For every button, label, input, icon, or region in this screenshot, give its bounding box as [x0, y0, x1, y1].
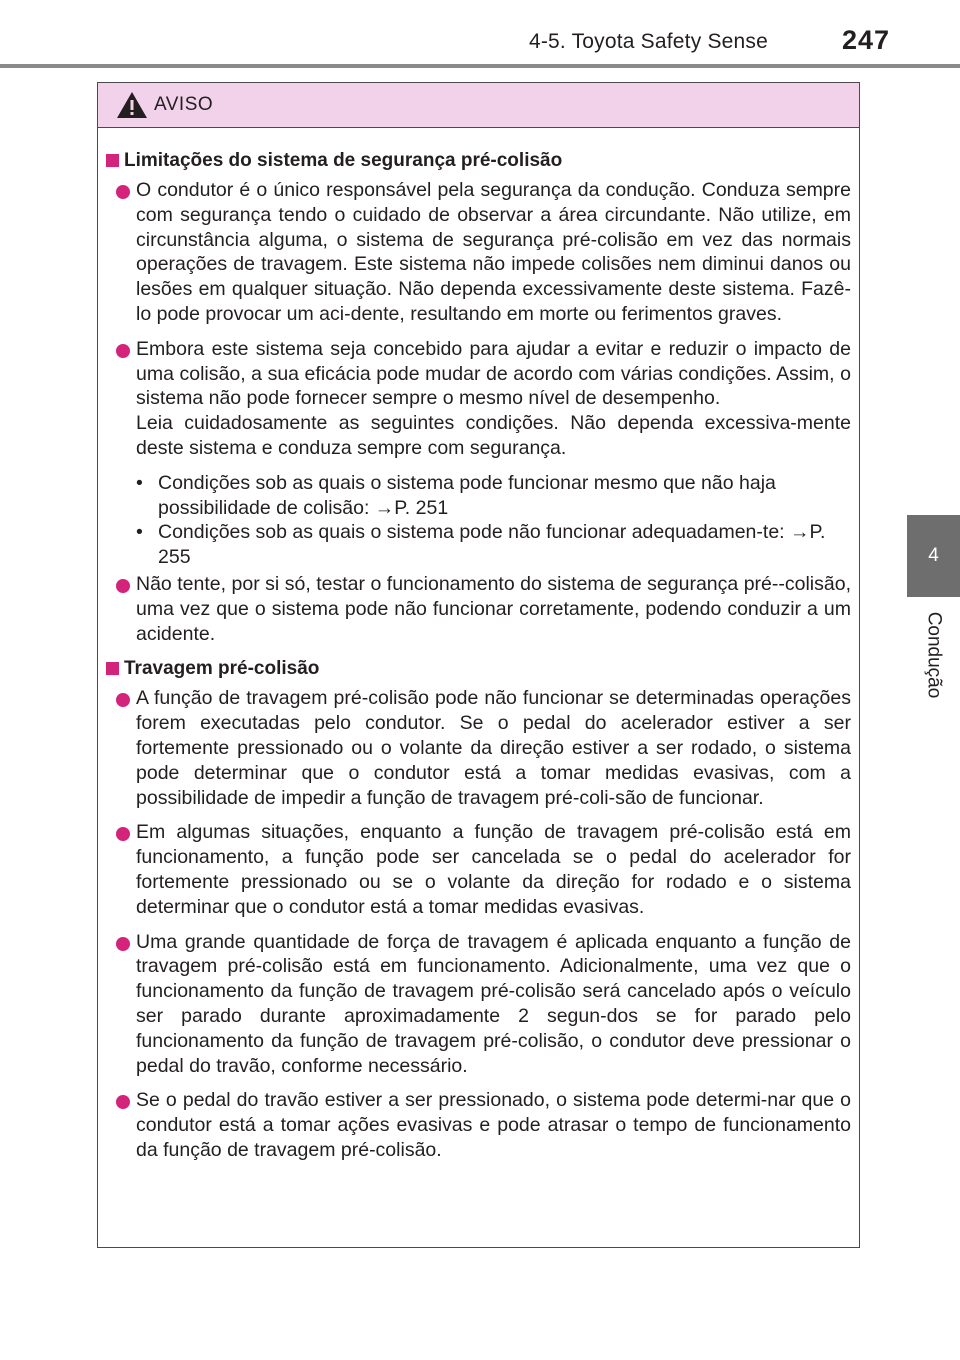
circle-bullet-icon — [116, 185, 130, 199]
warning-box — [97, 82, 860, 1248]
paragraph: Leia cuidadosamente as seguintes condições. Não dependa excessiva-mente deste sistema e conduza sempre com segurança. — [136, 412, 851, 459]
warning-header — [98, 83, 859, 128]
page-number: 247 — [841, 25, 890, 55]
list-item — [106, 1088, 851, 1162]
paragraph: A função de travagem pré-colisão pode não funcionar se determinadas operações forem executadas pelo condutor. Se o pedal do acelerador estiver a ser fortemente pressionado ou o volante da direção estiver a ser rodado, o sistema pode determinar que o condutor está a tomar medidas evasivas, com a possibilidade de impedir a função de travagem pré-coli-são de funcionar. — [136, 687, 851, 809]
warning-body — [98, 128, 859, 1163]
list-item — [106, 572, 851, 646]
section-heading — [106, 656, 851, 682]
list-item-text — [136, 686, 851, 810]
list-item-text — [136, 1088, 851, 1162]
list-item-text — [136, 820, 851, 919]
circle-bullet-icon — [116, 827, 130, 841]
circle-bullet-icon — [116, 1095, 130, 1109]
list-item — [106, 930, 851, 1079]
list-item — [106, 820, 851, 919]
circle-bullet-icon — [116, 579, 130, 593]
small-dot-icon: • — [136, 471, 143, 494]
paragraph: Não tente, por si só, testar o funcionamento do sistema de segurança pré--colisão, uma vez que o sistema pode não funcionar corretamente, podendo conduzir a um acidente. — [136, 572, 851, 645]
header-divider — [0, 64, 960, 68]
warning-triangle-icon — [116, 91, 148, 119]
sub-list-item — [106, 471, 851, 521]
chapter-number: 4 — [928, 545, 939, 566]
list-item — [106, 178, 851, 327]
paragraph: Uma grande quantidade de força de travagem é aplicada enquanto a função de travagem pré-colisão está em funcionamento. Adicionalmente, uma vez que o funcionamento da função de travagem pré-colisão será cancelado após o veículo ser parado durante aproximadamente 2 segun-dos se for parado pelo funcionamento da função de travagem pré-colisão, o condutor deve pressionar o pedal do travão, conforme necessário. — [136, 930, 851, 1077]
paragraph: Em algumas situações, enquanto a função de travagem pré-colisão está em funcionamento, a função pode ser cancelada se o pedal do acelerador for fortemente pressionado ou se o volante da direção for rodado e o sistema determinar que o condutor está a tomar medidas evasivas. — [136, 821, 851, 918]
list-item-text — [136, 930, 851, 1079]
list-item — [106, 686, 851, 810]
paragraph: Embora este sistema seja concebido para ajudar a evitar e reduzir o impacto de uma colisão, a sua eficácia pode mudar de acordo com várias condições. Assim, o sistema não pode fornecer sempre o mesmo nível de desempenho. — [136, 337, 851, 410]
sub-list-item-text[interactable]: Condições sob as quais o sistema pode funcionar mesmo que não haja possibilidade de colisão: →P. 251 — [158, 471, 776, 519]
paragraph: Se o pedal do travão estiver a ser pressionado, o sistema pode determi-nar que o condutor está a tomar ações evasivas e pode atrasar o tempo de funcionamento da função de travagem pré-colisão. — [136, 1089, 851, 1161]
sub-list-item-text[interactable]: Condições sob as quais o sistema pode não funcionar adequadamen-te: →P. 255 — [158, 521, 826, 569]
circle-bullet-icon — [116, 693, 130, 707]
chapter-label-container — [907, 600, 960, 710]
small-dot-icon: • — [136, 521, 143, 544]
square-bullet-icon — [106, 662, 119, 675]
circle-bullet-icon — [116, 344, 130, 358]
square-bullet-icon — [106, 154, 119, 167]
chapter-tab[interactable] — [907, 515, 960, 597]
sub-list-item — [106, 520, 851, 570]
paragraph: O condutor é o único responsável pela segurança da condução. Conduza sempre com segurança tendo o cuidado de observar a área circundante. Não utilize, em circunstância alguma, o sistema de segurança pré-colisão em vez das normais operações de travagem. Este sistema não impede colisões nem diminui danos ou lesões em qualquer situação. Não dependa excessivamente deste sistema. Fazê-lo pode provocar um aci-dente, resultando em morte ou ferimentos graves. — [136, 179, 851, 325]
warning-title: AVISO — [154, 94, 214, 115]
list-item-text — [136, 572, 851, 646]
section-heading — [106, 148, 851, 174]
chapter-label: Condução — [923, 611, 945, 699]
circle-bullet-icon — [116, 937, 130, 951]
list-item-text — [136, 178, 851, 327]
section-heading-text: Travagem pré-colisão — [124, 658, 320, 680]
sub-list — [106, 471, 851, 570]
header-section-title: 4-5. Toyota Safety Sense — [528, 30, 768, 53]
list-item-text — [136, 337, 851, 461]
list-item — [106, 337, 851, 461]
section-heading-text: Limitações do sistema de segurança pré-colisão — [124, 150, 563, 171]
